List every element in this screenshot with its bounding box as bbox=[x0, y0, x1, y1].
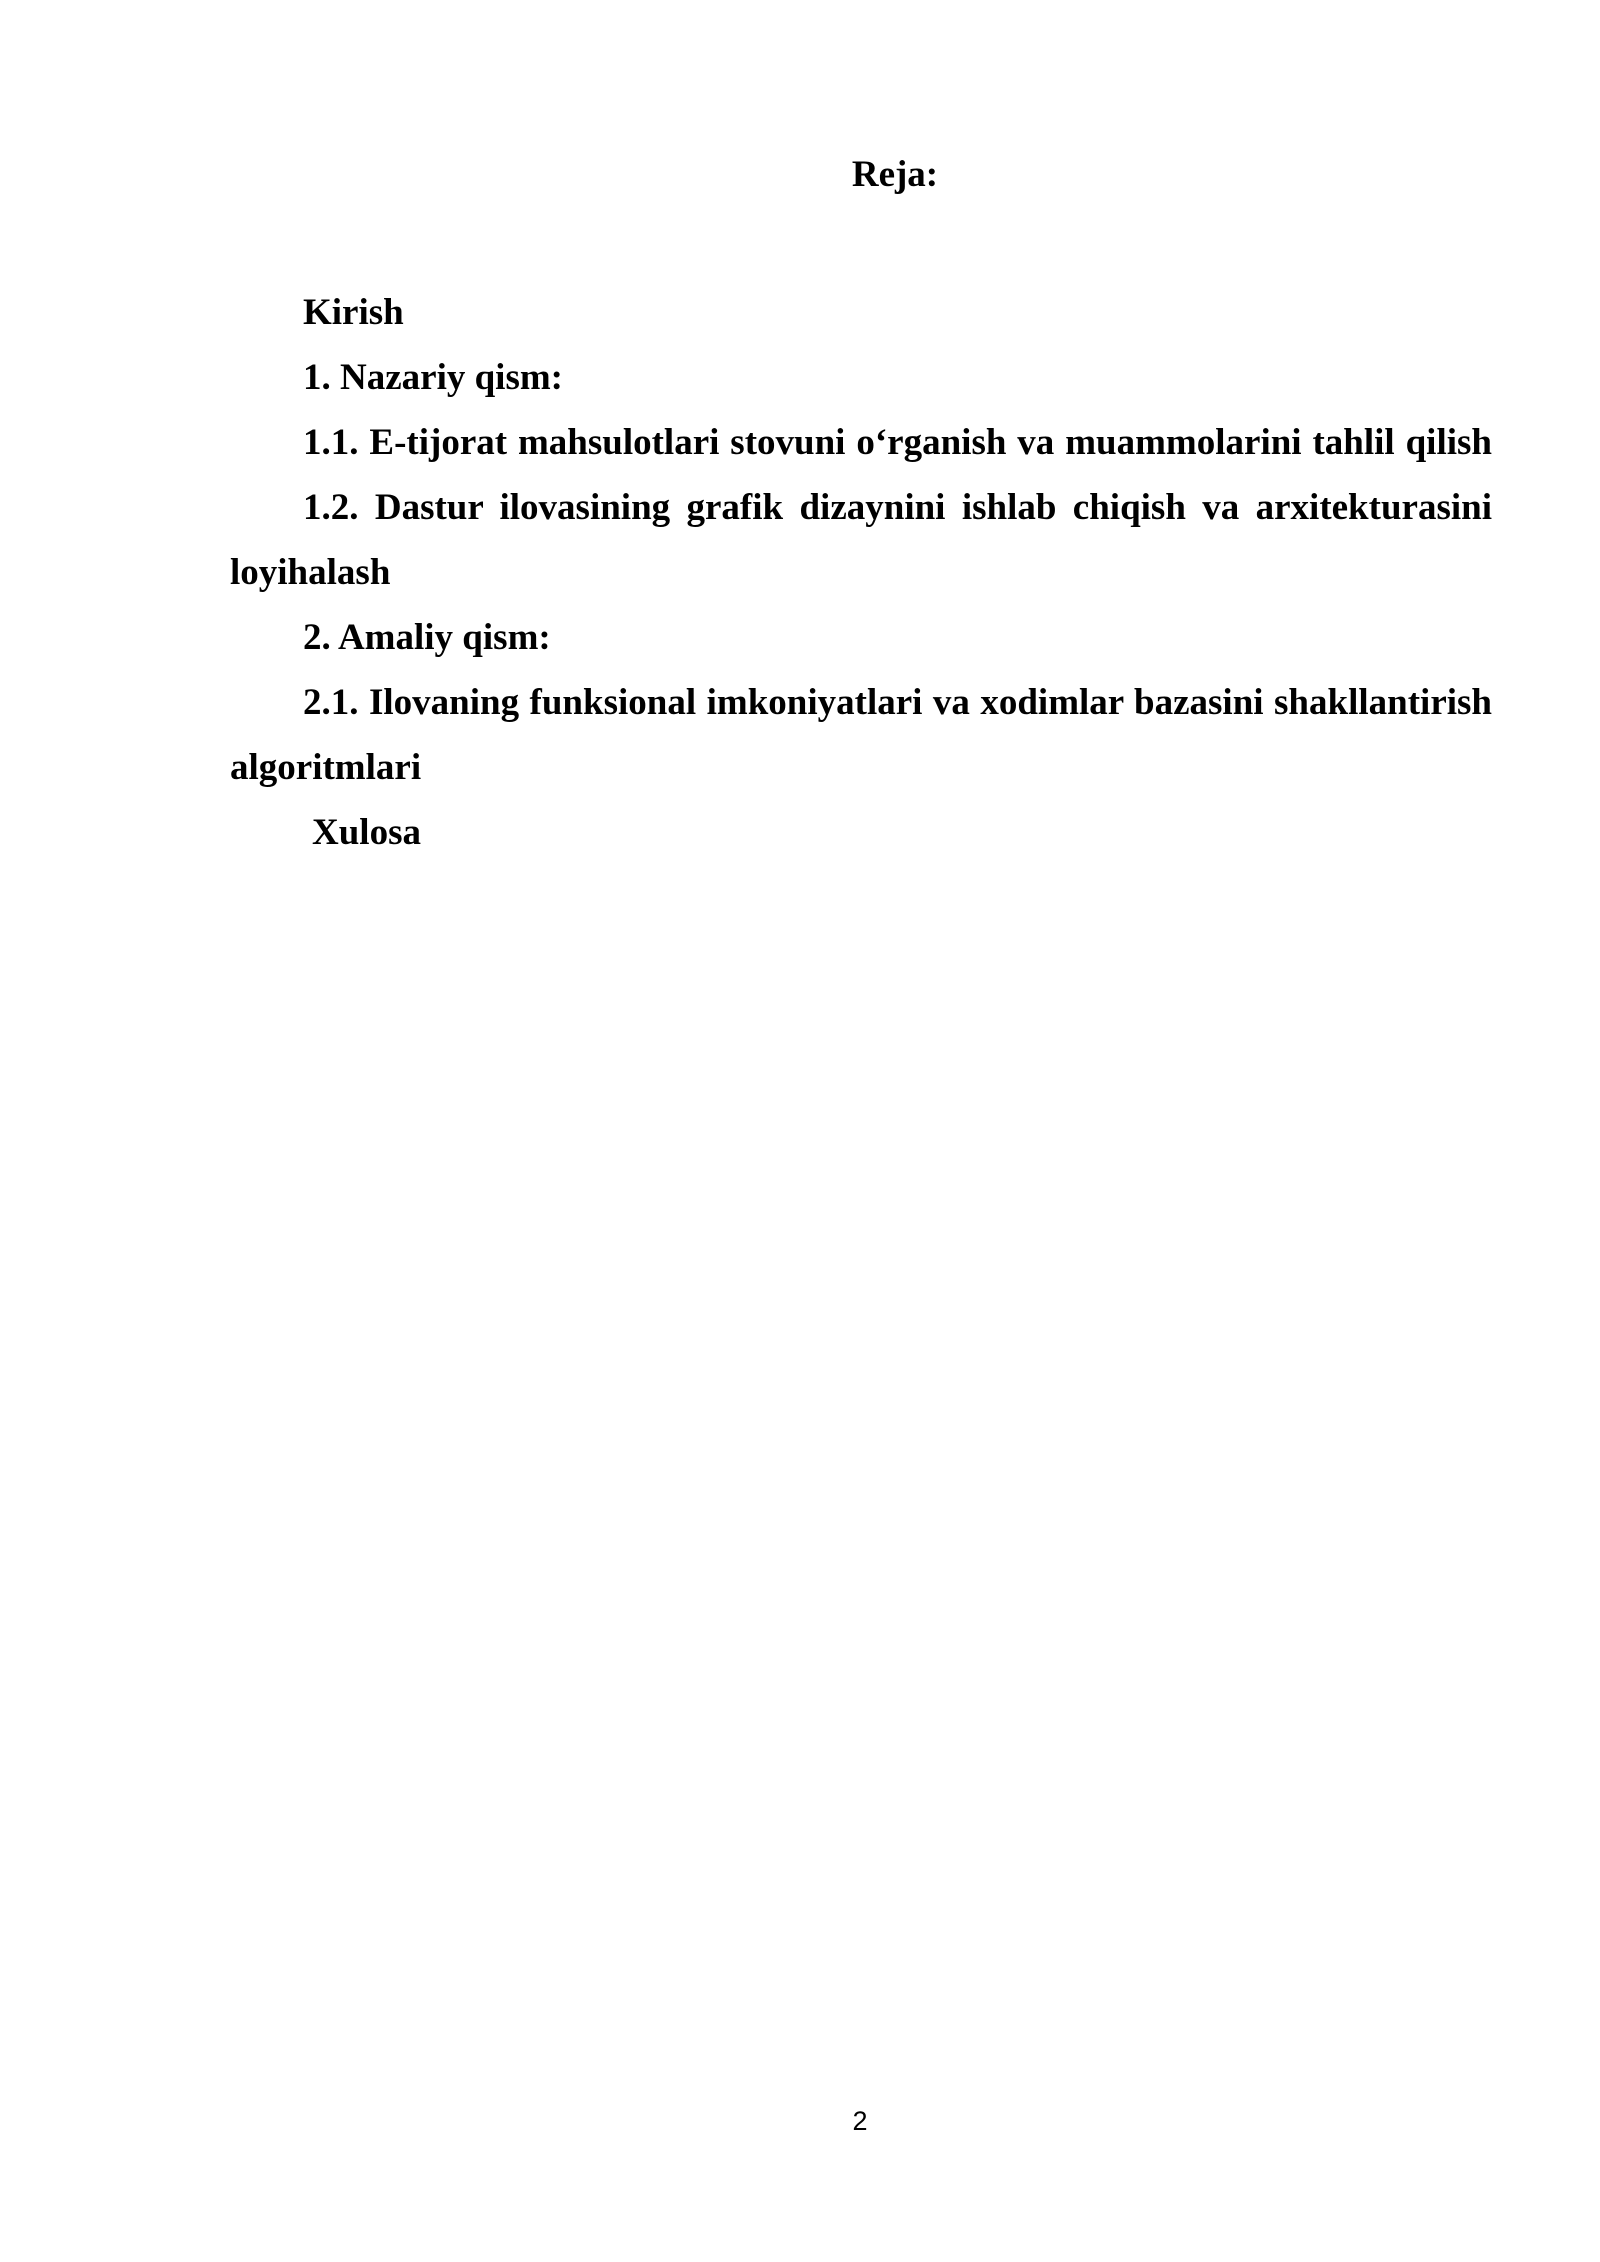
toc-item-conclusion: Xulosa bbox=[312, 812, 421, 853]
toc-item-introduction: Kirish bbox=[303, 292, 404, 333]
toc-item-1-1: 1.1. E-tijorat mahsulotlari stovuni o‘rganish va muammolarini tahlil qilish bbox=[303, 422, 1492, 463]
toc-item-2-1: 2.1. Ilovaning funksional imkoniyatlari va xodimlar bazasini shakllantirish algoritmlari bbox=[230, 682, 1492, 788]
page-title: Reja: bbox=[851, 154, 939, 195]
table-of-contents bbox=[230, 280, 1492, 865]
toc-item-practical-section: 2. Amaliy qism: bbox=[303, 617, 551, 658]
toc-item-1-2: 1.2. Dastur ilovasining grafik dizaynini ishlab chiqish va arxitekturasini loyihalash bbox=[230, 487, 1492, 593]
page-number: 2 bbox=[852, 2106, 868, 2136]
toc-item-theory-section: 1. Nazariy qism: bbox=[303, 357, 563, 398]
